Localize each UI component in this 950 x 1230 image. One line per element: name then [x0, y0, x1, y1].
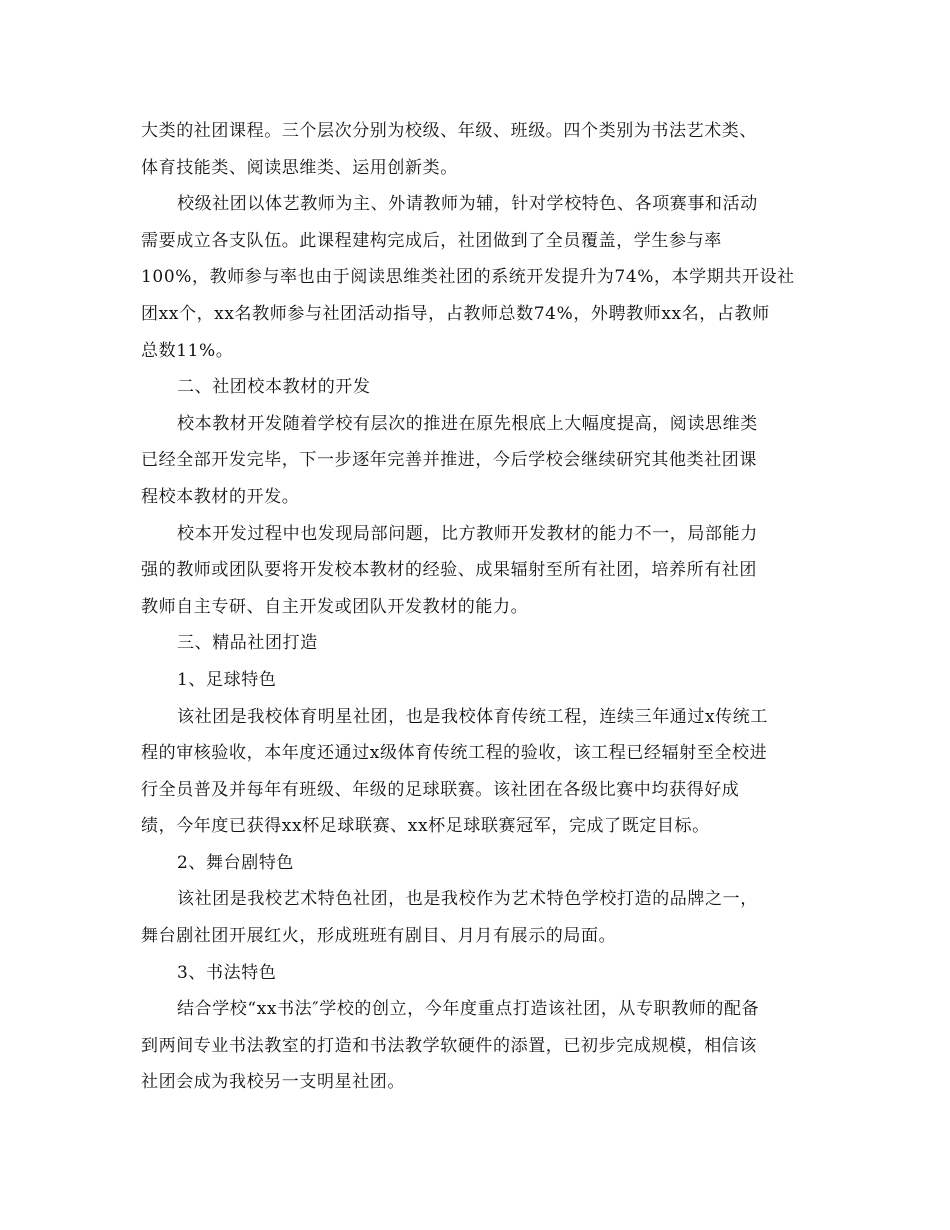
- section-heading: 三、精品社团打造: [177, 633, 318, 654]
- text-line: 舞台剧社团开展红火，形成班班有剧目、月月有展示的局面。: [141, 926, 617, 947]
- text-line: 强的教师或团队要将开发校本教材的经验、成果辐射至所有社团，培养所有社团: [141, 560, 757, 581]
- text-line: 程的审核验收，本年度还通过x级体育传统工程的验收，该工程已经辐射至全校进: [141, 743, 768, 764]
- text-line: 需要成立各支队伍。此课程建构完成后，社团做到了全员覆盖，学生参与率: [141, 230, 722, 251]
- text-line: 100%，教师参与率也由于阅读思维类社团的系统开发提升为74%，本学期共开设社: [141, 267, 795, 288]
- text-line: 已经全部开发完毕，下一步逐年完善并推进，今后学校会继续研究其他类社团课: [141, 450, 757, 471]
- text-line: 该社团是我校体育明星社团，也是我校体育传统工程，连续三年通过x传统工: [177, 706, 768, 727]
- subsection-heading: 1、足球特色: [177, 669, 277, 690]
- text-line: 社团会成为我校另一支明星社团。: [141, 1072, 405, 1093]
- subsection-heading: 2、舞台剧特色: [177, 852, 295, 873]
- text-line: 校本教材开发随着学校有层次的推进在原先根底上大幅度提高，阅读思维类: [177, 413, 758, 434]
- text-line: 程校本教材的开发。: [141, 486, 300, 507]
- section-heading: 二、社团校本教材的开发: [177, 377, 371, 398]
- subsection-heading: 3、书法特色: [177, 962, 277, 983]
- text-line: 结合学校“xx书法″学校的创立，今年度重点打造该社团，从专职教师的配备: [177, 999, 760, 1020]
- text-line: 大类的社团课程。三个层次分别为校级、年级、班级。四个类别为书法艺术类、: [141, 121, 757, 141]
- text-line: 校本开发过程中也发现局部问题，比方教师开发教材的能力不一，局部能力: [177, 523, 758, 544]
- text-line: 该社团是我校艺术特色社团，也是我校作为艺术特色学校打造的品牌之一，: [177, 889, 758, 910]
- text-line: 到两间专业书法教室的打造和书法教学软硬件的添置，已初步完成规模，相信该: [141, 1035, 757, 1056]
- text-line: 体育技能类、阅读思维类、运用创新类。: [141, 157, 458, 178]
- text-line: 总数11%。: [141, 340, 234, 361]
- text-line: 校级社团以体艺教师为主、外请教师为辅，针对学校特色、各项赛事和活动: [177, 194, 758, 215]
- text-line: 教师自主专研、自主开发或团队开发教材的能力。: [141, 596, 529, 617]
- document-body: [141, 113, 813, 1101]
- text-line: 团xx个，xx名教师参与社团活动指导，占教师总数74%，外聘教师xx名，占教师: [141, 303, 770, 324]
- text-line: 绩，今年度已获得xx杯足球联赛、xx杯足球联赛冠军，完成了既定目标。: [141, 816, 710, 837]
- text-line: 行全员普及并每年有班级、年级的足球联赛。该社团在各级比赛中均获得好成: [141, 779, 740, 800]
